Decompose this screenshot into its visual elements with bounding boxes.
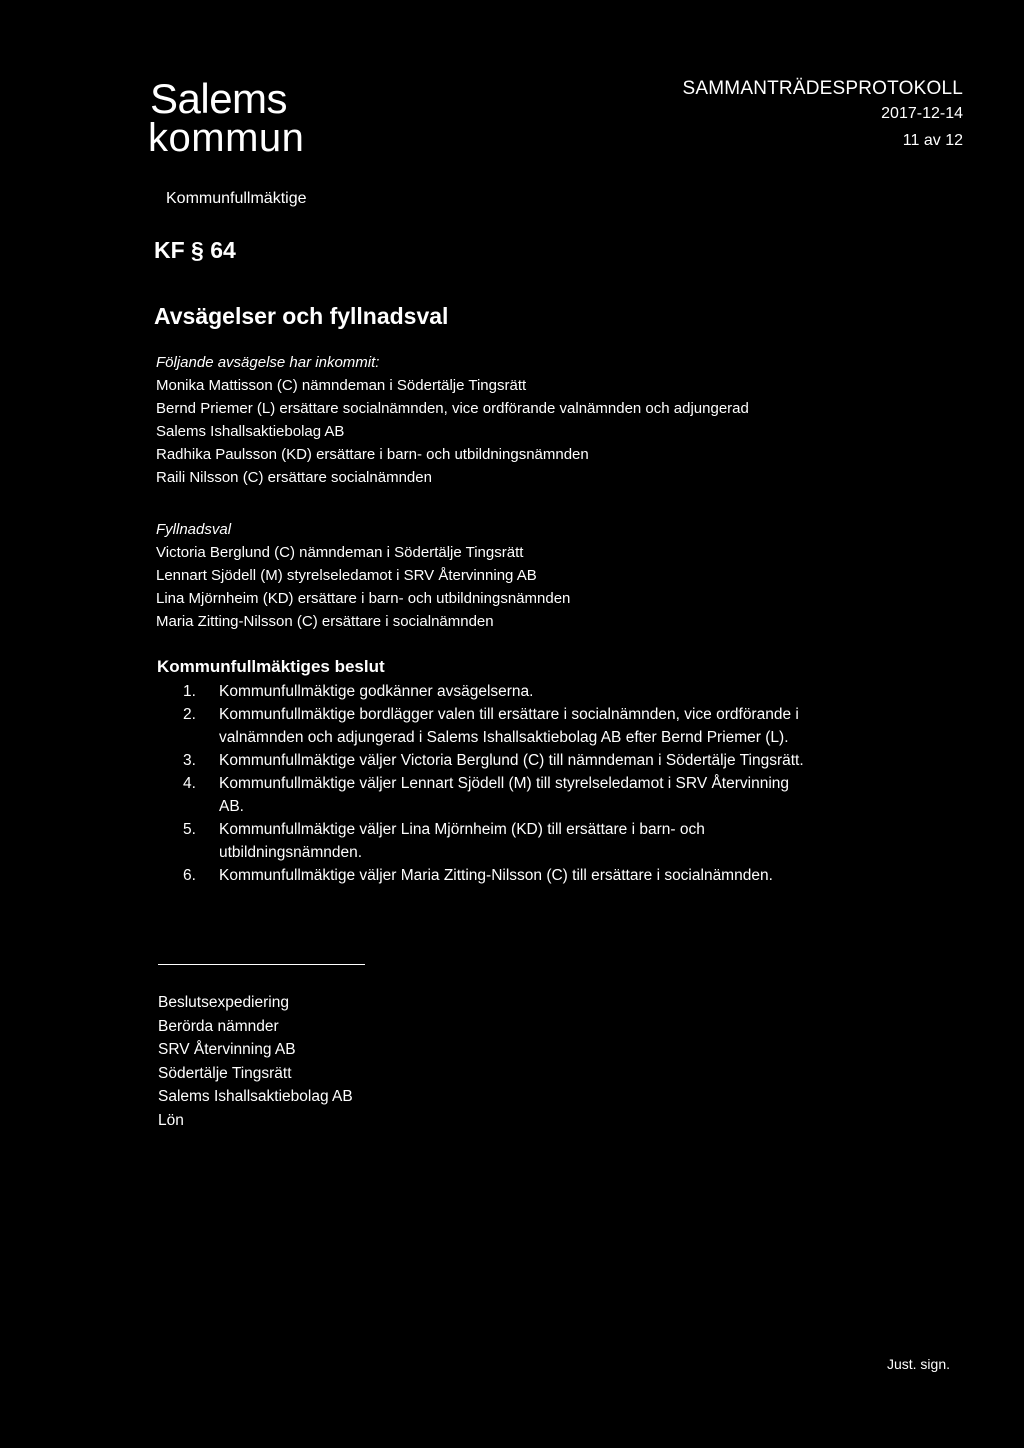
dispatch-recipient: SRV Återvinning AB (158, 1041, 296, 1058)
dispatch-recipient: Salems Ishallsaktiebolag AB (158, 1088, 353, 1105)
decision-text: Kommunfullmäktige väljer Lina Mjörnheim (KD) till ersättare i barn- och (219, 821, 705, 838)
fill-in-heading: Fyllnadsval (156, 521, 232, 538)
document-type: SAMMANTRÄDESPROTOKOLL (682, 78, 963, 99)
fill-in-line: Lina Mjörnheim (KD) ersättare i barn- och utbildningsnämnden (156, 590, 571, 607)
decision-text: Kommunfullmäktige bordlägger valen till ersättare i socialnämnden, vice ordförande i (219, 706, 799, 723)
signature-label: Just. sign. (886, 1356, 950, 1372)
resignation-line: Bernd Priemer (L) ersättare socialnämnden, vice ordförande valnämnden och adjungerad (156, 400, 749, 417)
body-name: Kommunfullmäktige (166, 190, 307, 207)
fill-in-line: Maria Zitting-Nilsson (C) ersättare i socialnämnden (156, 613, 494, 630)
decision-heading: Kommunfullmäktiges beslut (157, 657, 385, 676)
fill-in-line: Victoria Berglund (C) nämndeman i Södertälje Tingsrätt (156, 544, 524, 561)
fill-in-block (156, 518, 570, 633)
org-logo-line1: Salems (150, 75, 288, 122)
decision-number: 3. (183, 752, 196, 769)
decision-item (183, 749, 883, 772)
dispatch-recipient: Berörda nämnder (158, 1017, 279, 1035)
decision-text: valnämnden och adjungerad i Salems Ishallsaktiebolag AB efter Bernd Priemer (L). (219, 729, 789, 746)
decision-item (183, 703, 883, 749)
decision-item (183, 864, 883, 887)
decision-number: 1. (183, 683, 196, 700)
decision-number: 5. (183, 821, 196, 838)
resignation-line: Raili Nilsson (C) ersättare socialnämnden (156, 469, 432, 486)
dispatch-recipient: Södertälje Tingsrätt (158, 1064, 292, 1082)
decision-number: 4. (183, 775, 196, 792)
dispatch-heading: Beslutsexpediering (158, 994, 289, 1011)
decision-item (183, 680, 883, 703)
decision-list (183, 680, 883, 887)
dispatch-block (158, 991, 353, 1132)
resignations-block (156, 351, 749, 489)
decision-text: Kommunfullmäktige väljer Victoria Berglund (C) till nämndeman i Södertälje Tingsrätt. (219, 752, 804, 769)
decision-item (183, 818, 883, 864)
page-title: Avsägelser och fyllnadsval (154, 303, 449, 329)
separator-line (158, 964, 365, 965)
section-number: KF § 64 (154, 237, 236, 263)
decision-text: Kommunfullmäktige väljer Maria Zitting-Nilsson (C) till ersättare i socialnämnden. (219, 867, 773, 884)
fill-in-line: Lennart Sjödell (M) styrelseledamot i SRV Återvinning AB (156, 567, 537, 584)
decision-text: AB. (219, 798, 244, 815)
decision-text: utbildningsnämnden. (219, 844, 363, 861)
decision-text: Kommunfullmäktige godkänner avsägelserna. (219, 683, 534, 700)
org-logo-line2: kommun (148, 116, 305, 160)
resignation-line: Monika Mattisson (C) nämndeman i Södertälje Tingsrätt (156, 377, 527, 394)
decision-number: 6. (183, 867, 196, 884)
decision-text: Kommunfullmäktige väljer Lennart Sjödell (M) till styrelseledamot i SRV Återvinning (219, 775, 790, 792)
decision-item (183, 772, 883, 818)
document-date: 2017-12-14 (881, 105, 963, 122)
decision-number: 2. (183, 706, 196, 723)
resignation-line: Radhika Paulsson (KD) ersättare i barn- och utbildningsnämnden (156, 446, 589, 463)
resignations-heading: Följande avsägelse har inkommit: (156, 354, 380, 371)
dispatch-recipient: Lön (158, 1111, 184, 1129)
resignation-line: Salems Ishallsaktiebolag AB (156, 423, 345, 440)
page-number: 11 av 12 (902, 132, 963, 149)
